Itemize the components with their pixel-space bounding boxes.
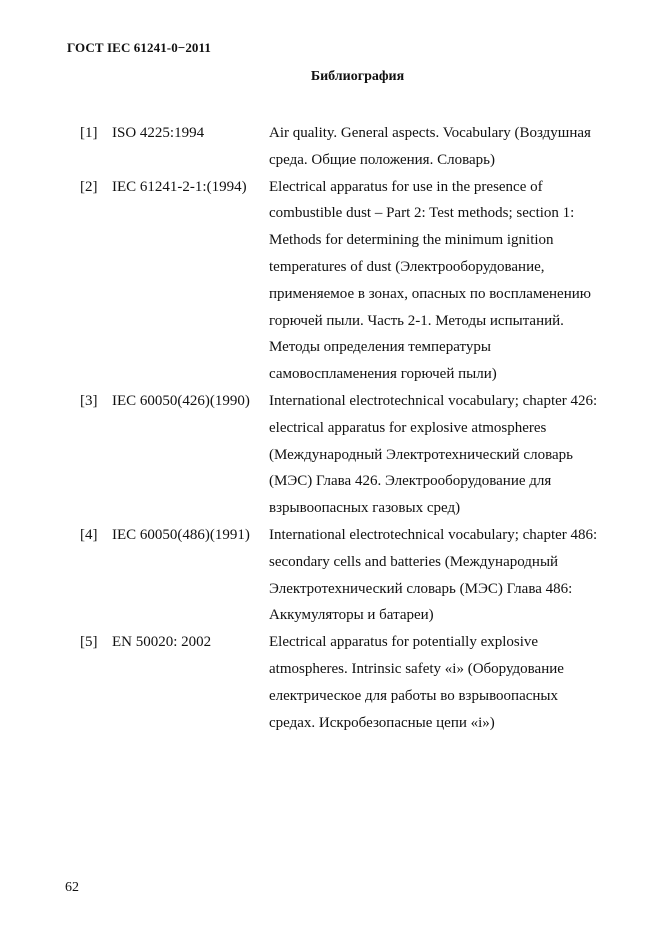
reference-standard-code: EN 50020: 2002 — [112, 634, 212, 651]
reference-line: взрывоопасных газовых сред) — [269, 500, 461, 517]
reference-line: Methods for determining the minimum ignition — [269, 232, 554, 249]
reference-line: електрическое для работы во взрывоопасных — [269, 687, 558, 704]
reference-line: средах. Искробезопасные цепи «i») — [269, 714, 495, 731]
reference-line: Electrical apparatus for use in the presence of — [269, 178, 543, 195]
reference-line: temperatures of dust (Электрооборудование, — [269, 258, 545, 275]
bibliography-list — [0, 120, 661, 736]
reference-line: (Международный Электротехнический словарь — [269, 446, 573, 463]
reference-line: Методы определения температуры — [269, 339, 491, 356]
reference-description — [269, 522, 619, 629]
bibliography-heading: Библиография — [310, 69, 405, 84]
reference-line: electrical apparatus for explosive atmospheres — [269, 419, 547, 436]
reference-standard-code: IEC 61241-2-1:(1994) — [112, 178, 247, 195]
reference-line: Электротехнический словарь (МЭС) Глава 486: — [269, 580, 573, 597]
reference-line: Air quality. General aspects. Vocabulary (Воздушная — [269, 125, 591, 141]
reference-item — [0, 388, 661, 522]
reference-line: International electrotechnical vocabulary; chapter 486: — [269, 526, 598, 543]
reference-item — [0, 120, 661, 174]
reference-line: Аккумуляторы и батареи) — [269, 607, 434, 624]
reference-line: горючей пыли. Часть 2-1. Методы испытаний. — [269, 312, 564, 329]
reference-description — [269, 174, 619, 388]
reference-line: combustible dust – Part 2: Test methods; section 1: — [269, 205, 575, 222]
reference-standard-code: ISO 4225:1994 — [112, 125, 205, 141]
reference-item — [0, 629, 661, 736]
reference-standard-code: IEC 60050(486)(1991) — [112, 526, 250, 543]
reference-description — [269, 629, 619, 736]
reference-number: [3] — [80, 392, 98, 409]
reference-description — [269, 388, 619, 522]
reference-standard-code: IEC 60050(426)(1990) — [112, 392, 250, 409]
reference-line: secondary cells and batteries (Международный — [269, 553, 559, 570]
reference-line: Electrical apparatus for potentially explosive — [269, 634, 539, 651]
page-title — [0, 69, 661, 85]
reference-line: (МЭС) Глава 426. Электрооборудование для — [269, 473, 552, 490]
reference-line: применяемое в зонах, опасных по воспламенению — [269, 285, 591, 302]
reference-line: atmospheres. Intrinsic safety «i» (Оборудование — [269, 660, 564, 677]
reference-line: среда. Общие положения. Словарь) — [269, 151, 495, 168]
reference-description — [269, 120, 619, 174]
reference-number: [1] — [80, 125, 98, 141]
reference-item — [0, 174, 661, 388]
document-code: ГОСТ IEC 61241-0−2011 — [67, 40, 212, 55]
reference-number: [4] — [80, 526, 98, 543]
page-number: 62 — [65, 880, 79, 895]
reference-line: самовоспламенения горючей пыли) — [269, 366, 497, 383]
reference-item — [0, 522, 661, 629]
reference-number: [5] — [80, 634, 98, 651]
reference-number: [2] — [80, 178, 98, 195]
reference-line: International electrotechnical vocabulary; chapter 426: — [269, 392, 598, 409]
